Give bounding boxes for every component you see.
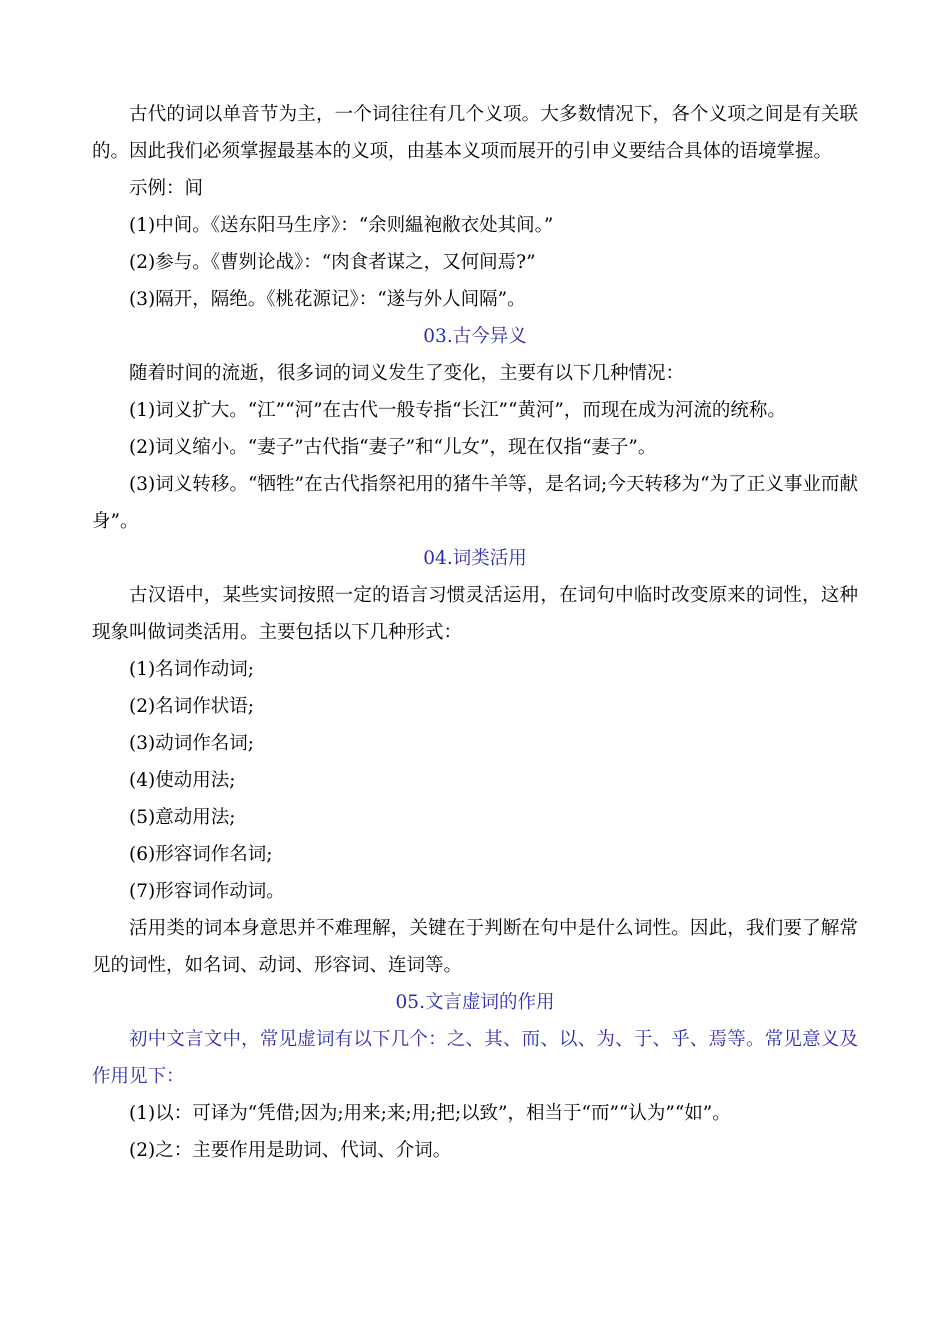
example-item: (2)参与。《曹刿论战》：“肉食者谋之，又何间焉?” (129, 252, 536, 273)
section-04-item: (2)名词作状语; (129, 696, 254, 717)
section-03-item: (1)词义扩大。“江”“河”在古代一般专指“长江”“黄河”，而现在成为河流的统称。 (129, 400, 786, 421)
section-03-item: (3)词义转移。“牺牲”在古代指祭祀用的猪牛羊等，是名词;今天转移为“为了正义事业而献身”。 (92, 474, 858, 532)
section-heading-04: 04.词类活用 (423, 548, 527, 569)
section-04-intro: 古汉语中，某些实词按照一定的语言习惯灵活运用，在词句中临时改变原来的词性，这种现象叫做词类活用。主要包括以下几种形式： (92, 585, 858, 643)
section-03-item: (2)词义缩小。“妻子”古代指“妻子”和“儿女”，现在仅指“妻子”。 (129, 437, 657, 458)
section-04-item: (3)动词作名词; (129, 733, 254, 754)
section-04-item: (5)意动用法; (129, 807, 236, 828)
example-item: (1)中间。《送东阳马生序》：“余则緼袍敝衣处其间。” (129, 215, 554, 236)
section-05-intro: 初中文言文中，常见虚词有以下几个：之、其、而、以、为、于、乎、焉等。常见意义及作用见下： (92, 1029, 858, 1087)
section-05-item: (2)之：主要作用是助词、代词、介词。 (129, 1140, 452, 1161)
example-item: (3)隔开，隔绝。《桃花源记》：“遂与外人间隔”。 (129, 289, 526, 310)
section-04-item: (1)名词作动词; (129, 659, 254, 680)
section-04-item: (4)使动用法; (129, 770, 236, 791)
section-heading-05: 05.文言虚词的作用 (395, 992, 555, 1013)
section-05-item: (1)以：可译为“凭借;因为;用来;来;用;把;以致”，相当于“而”“认为”“如”。 (129, 1103, 731, 1124)
document-page (92, 96, 858, 1169)
section-03-intro: 随着时间的流逝，很多词的词义发生了变化，主要有以下几种情况： (129, 363, 685, 384)
section-04-item: (7)形容词作动词。 (129, 881, 285, 902)
section-heading-03: 03.古今异义 (423, 326, 527, 347)
section-04-item: (6)形容词作名词; (129, 844, 273, 865)
example-label: 示例：间 (129, 178, 204, 199)
section-04-outro: 活用类的词本身意思并不难理解，关键在于判断在句中是什么词性。因此，我们要了解常见的词性，如名词、动词、形容词、连词等。 (92, 918, 858, 976)
intro-paragraph: 古代的词以单音节为主，一个词往往有几个义项。大多数情况下，各个义项之间是有关联的。因此我们必须掌握最基本的义项，由基本义项而展开的引申义要结合具体的语境掌握。 (92, 104, 858, 162)
